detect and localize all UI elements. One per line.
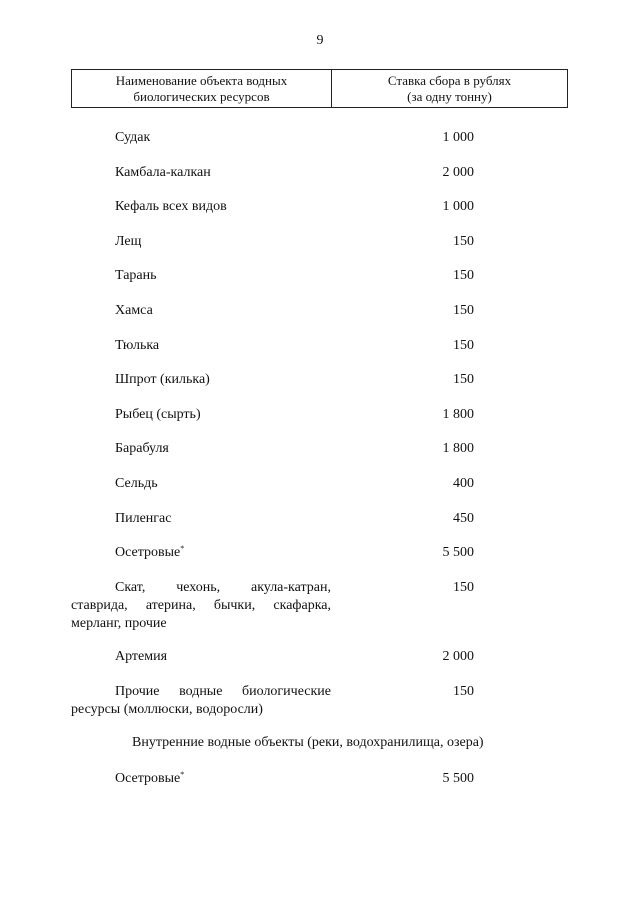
table-row <box>71 267 568 285</box>
table-row <box>71 648 568 666</box>
row-name: Лещ <box>115 234 142 249</box>
row-value: 150 <box>453 372 474 387</box>
row-name: Тарань <box>115 268 157 283</box>
row-name: Барабуля <box>115 441 169 456</box>
row-name: Прочие водные биологические ресурсы (моллюски, водоросли) <box>71 684 331 717</box>
row-name: Хамса <box>115 303 153 318</box>
header-name-line-1: Наименование объекта водных <box>115 73 288 88</box>
header-rate-line-1: Ставка сбора в рублях <box>387 73 512 88</box>
row-value: 150 <box>453 303 474 318</box>
row-value: 1 800 <box>442 441 474 456</box>
row-name: Осетровые <box>115 545 181 560</box>
section-title: Внутренние водные объекты (реки, водохранилища, озера) <box>132 735 484 750</box>
table-row <box>71 164 568 182</box>
table-row <box>71 475 568 493</box>
table-row <box>71 302 568 320</box>
row-name: Сельдь <box>115 476 158 491</box>
header-name-line-2: биологических ресурсов <box>133 89 270 104</box>
row-name: Рыбец (сырть) <box>115 407 201 422</box>
table-row <box>71 544 568 562</box>
row-name: Пиленгас <box>115 511 172 526</box>
footnote-mark: * <box>180 770 185 779</box>
row-value: 5 500 <box>442 545 474 560</box>
row-value: 150 <box>453 268 474 283</box>
row-value: 2 000 <box>442 649 474 664</box>
table-row <box>71 371 568 389</box>
table-row <box>71 129 568 147</box>
table-row <box>71 406 568 424</box>
row-value: 2 000 <box>442 165 474 180</box>
row-name: Шпрот (килька) <box>115 372 210 387</box>
table-row <box>71 337 568 355</box>
row-name: Скат, чехонь, акула-катран, ставрида, атерина, бычки, скафарка, мерланг, прочие <box>71 580 331 631</box>
row-value: 450 <box>453 511 474 526</box>
row-value: 1 000 <box>442 130 474 145</box>
row-name: Тюлька <box>115 338 160 353</box>
footnote-mark: * <box>180 544 185 553</box>
row-name: Судак <box>115 130 151 145</box>
table-row <box>71 510 568 528</box>
row-name: Кефаль всех видов <box>115 199 227 214</box>
table-row <box>71 579 568 633</box>
table-row <box>71 770 568 788</box>
row-value: 150 <box>453 580 474 595</box>
header-rate-column <box>332 70 567 107</box>
header-name-column <box>72 70 332 107</box>
row-value: 150 <box>453 684 474 699</box>
table-header <box>71 69 568 108</box>
row-name: Осетровые <box>115 771 181 786</box>
table-row <box>71 233 568 251</box>
row-value: 150 <box>453 338 474 353</box>
table-row <box>71 683 568 719</box>
row-name: Артемия <box>115 649 168 664</box>
row-value: 150 <box>453 234 474 249</box>
row-name: Камбала-калкан <box>115 165 211 180</box>
row-value: 400 <box>453 476 474 491</box>
table-row <box>71 440 568 458</box>
row-value: 5 500 <box>442 771 474 786</box>
row-value: 1 000 <box>442 199 474 214</box>
page-number: 9 <box>316 33 324 48</box>
table-row <box>71 198 568 216</box>
header-rate-line-2: (за одну тонну) <box>407 89 492 104</box>
row-value: 1 800 <box>442 407 474 422</box>
